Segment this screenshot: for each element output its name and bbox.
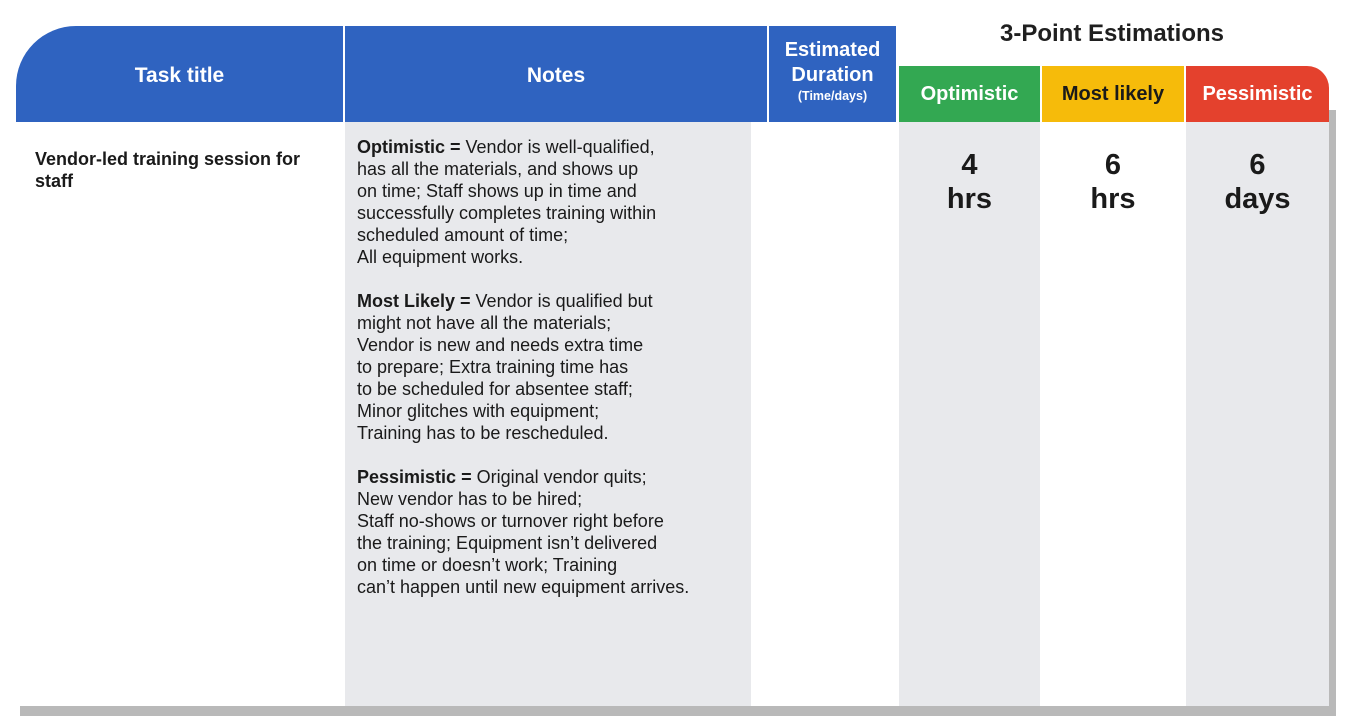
note-line: successfully completes training within <box>357 203 657 223</box>
most-likely-value: 6 <box>1104 149 1122 181</box>
pessimistic-unit: days <box>1224 183 1291 215</box>
note-line <box>357 290 757 312</box>
note-line: scheduled amount of time; <box>357 225 569 245</box>
note-line: New vendor has to be hired; <box>357 489 583 509</box>
note-optimistic <box>357 136 757 268</box>
note-line: Vendor is new and needs extra time <box>357 335 644 355</box>
estimations-title: 3-Point Estimations <box>999 20 1225 47</box>
note-text: Original vendor quits; <box>471 467 647 487</box>
most-likely-unit: hrs <box>1090 183 1136 215</box>
note-text: Vendor is qualified but <box>470 291 653 311</box>
note-pessimistic-label: Pessimistic = <box>357 467 472 487</box>
note-text: Vendor is well-qualified, <box>460 137 655 157</box>
note-line: Staff no-shows or turnover right before <box>357 511 664 531</box>
note-line: Minor glitches with equipment; <box>357 401 600 421</box>
note-pessimistic <box>357 466 757 598</box>
header-estimated-duration <box>769 26 896 122</box>
most-likely-estimate <box>1042 148 1184 216</box>
header-estimated-line3: (Time/days) <box>797 89 868 103</box>
note-line: might not have all the materials; <box>357 313 612 333</box>
task-title-text: Vendor-led training session for staff <box>35 149 301 191</box>
notes-text <box>357 136 757 598</box>
optimistic-value: 4 <box>961 149 978 181</box>
header-pessimistic: Pessimistic <box>1186 66 1329 122</box>
note-line: on time or doesn’t work; Training <box>357 555 618 575</box>
note-line: can’t happen until new equipment arrives. <box>357 577 690 597</box>
note-line: the training; Equipment isn’t delivered <box>357 533 658 553</box>
note-line <box>357 136 757 158</box>
note-line: Training has to be rescheduled. <box>357 423 609 443</box>
note-optimistic-label: Optimistic = <box>357 137 461 157</box>
optimistic-estimate <box>899 148 1040 216</box>
pessimistic-value: 6 <box>1249 149 1266 181</box>
header-estimated-line1: Estimated <box>784 39 881 61</box>
optimistic-cell <box>899 122 1040 706</box>
task-cell <box>16 122 343 706</box>
notes-cell <box>345 122 751 706</box>
pessimistic-estimate <box>1186 148 1329 216</box>
note-line <box>357 466 757 488</box>
most-likely-cell <box>1042 122 1184 706</box>
pessimistic-cell <box>1186 122 1329 706</box>
note-line: on time; Staff shows up in time and <box>357 181 637 201</box>
header-most-likely: Most likely <box>1042 66 1184 122</box>
note-line: to prepare; Extra training time has <box>357 357 629 377</box>
estimated-duration-cell <box>753 122 897 706</box>
note-line: All equipment works. <box>357 247 524 267</box>
optimistic-unit: hrs <box>946 183 993 215</box>
header-task-title: Task title <box>16 26 343 122</box>
note-most-likely <box>357 290 757 444</box>
note-line: has all the materials, and shows up <box>357 159 639 179</box>
header-estimated-line2: Duration <box>791 64 874 86</box>
note-line: to be scheduled for absentee staff; <box>357 379 633 399</box>
note-most-likely-label: Most Likely = <box>357 291 471 311</box>
header-optimistic: Optimistic <box>899 66 1040 122</box>
header-notes: Notes <box>345 26 767 122</box>
